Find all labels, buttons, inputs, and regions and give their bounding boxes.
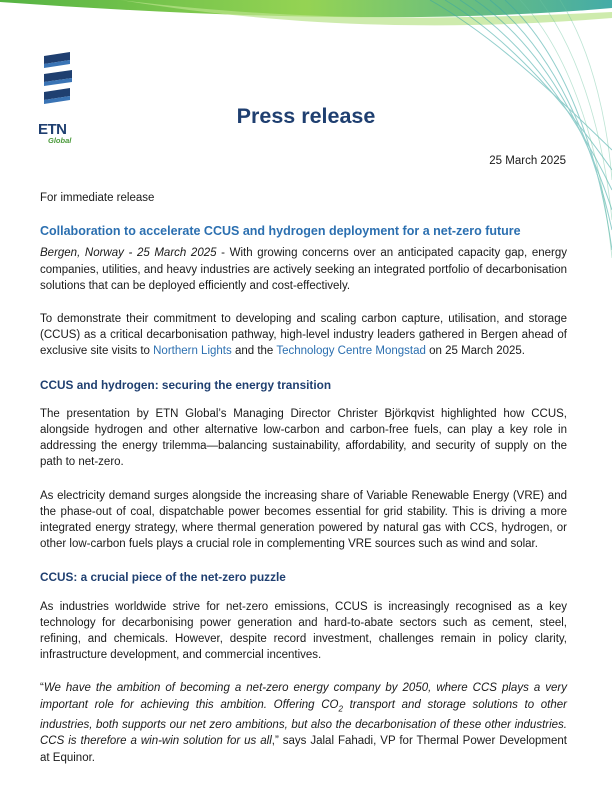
dateline: Bergen, Norway - 25 March 2025 — [40, 247, 217, 260]
press-release-body — [40, 190, 567, 766]
paragraph-commitment — [40, 311, 567, 360]
northern-lights-link[interactable]: Northern Lights — [153, 345, 232, 358]
quote-attribution: ,” says Jalal Fahadi, VP for Thermal Power Development at Equinor. — [40, 735, 567, 764]
logo-wordmark: ETN — [38, 121, 67, 138]
paragraph-quote — [40, 680, 567, 765]
paragraph-industries: As industries worldwide strive for net-zero emissions, CCUS is increasingly recognised as a key technology for decarbonising power generation and hard-to-abate sectors such as cement, steel, refining, and chemicals. However, despite record investment, challenges remain in policy clarity, infrastructure development, and commercial incentives. — [40, 600, 567, 662]
headline: Collaboration to accelerate CCUS and hydrogen deployment for a net-zero future — [40, 224, 521, 239]
intro-text: - With growing concerns over an anticipated capacity gap, energy companies, utilities, and heavy industries are actively seeking an integrated portfolio of decarbonisation solutions that can be deployed efficiently and cost-effectively. — [40, 247, 567, 292]
paragraph-presentation: The presentation by ETN Global’s Managing Director Christer Björkqvist highlighted how CCUS, alongside hydrogen and other alternative low-carbon and carbon-free fuels, can play a key role in addressing the energy trilemma—balancing sustainability, affordability, and security of supply on the path to net-zero. — [40, 407, 567, 469]
section-heading-energy-transition: CCUS and hydrogen: securing the energy transition — [40, 377, 332, 392]
quote-text-a: We have the ambition of becoming a net-zero energy company by 2050, where CCS plays a very important role for achieving this ambition. Offering CO — [40, 682, 567, 711]
commitment-text-a: To demonstrate their commitment to developing and scaling carbon capture, utilisation, and storage (CCUS) as a critical decarbonisation pathway, high-level industry leaders gathered in Bergen ahead of exclusive site visits to — [40, 313, 567, 358]
commitment-text-b: and the — [231, 345, 277, 358]
co2-subscript: 2 — [338, 703, 343, 713]
technology-centre-mongstad-link[interactable]: Technology Centre Mongstad — [276, 345, 426, 358]
release-note: For immediate release — [40, 192, 155, 204]
release-date: 25 March 2025 — [489, 155, 566, 167]
paragraph-electricity-demand: As electricity demand surges alongside the increasing share of Variable Renewable Energy (VRE) and the phase-out of coal, dispatchable power becomes essential for grid stability. This is driving a more integrated energy strategy, where thermal generation powered by natural gas with CCS, hydrogen, or other low-carbon fuels plays a crucial role in complementing VRE sources such as wind and solar. — [40, 489, 567, 551]
quote-text-b: transport and storage solutions to other industries, both supports our net zero ambitions, but also the decarbonisation of these other industries. CCS is therefore a win-win solution for us all — [40, 698, 568, 748]
commitment-text-c: on 25 March 2025. — [425, 345, 525, 358]
paragraph-intro — [40, 245, 567, 294]
section-heading-net-zero-puzzle: CCUS: a crucial piece of the net-zero puzzle — [40, 570, 286, 585]
quote-open-mark: “ — [40, 682, 44, 695]
logo-subtitle: Global — [48, 136, 72, 145]
page-title: Press release — [236, 104, 376, 128]
